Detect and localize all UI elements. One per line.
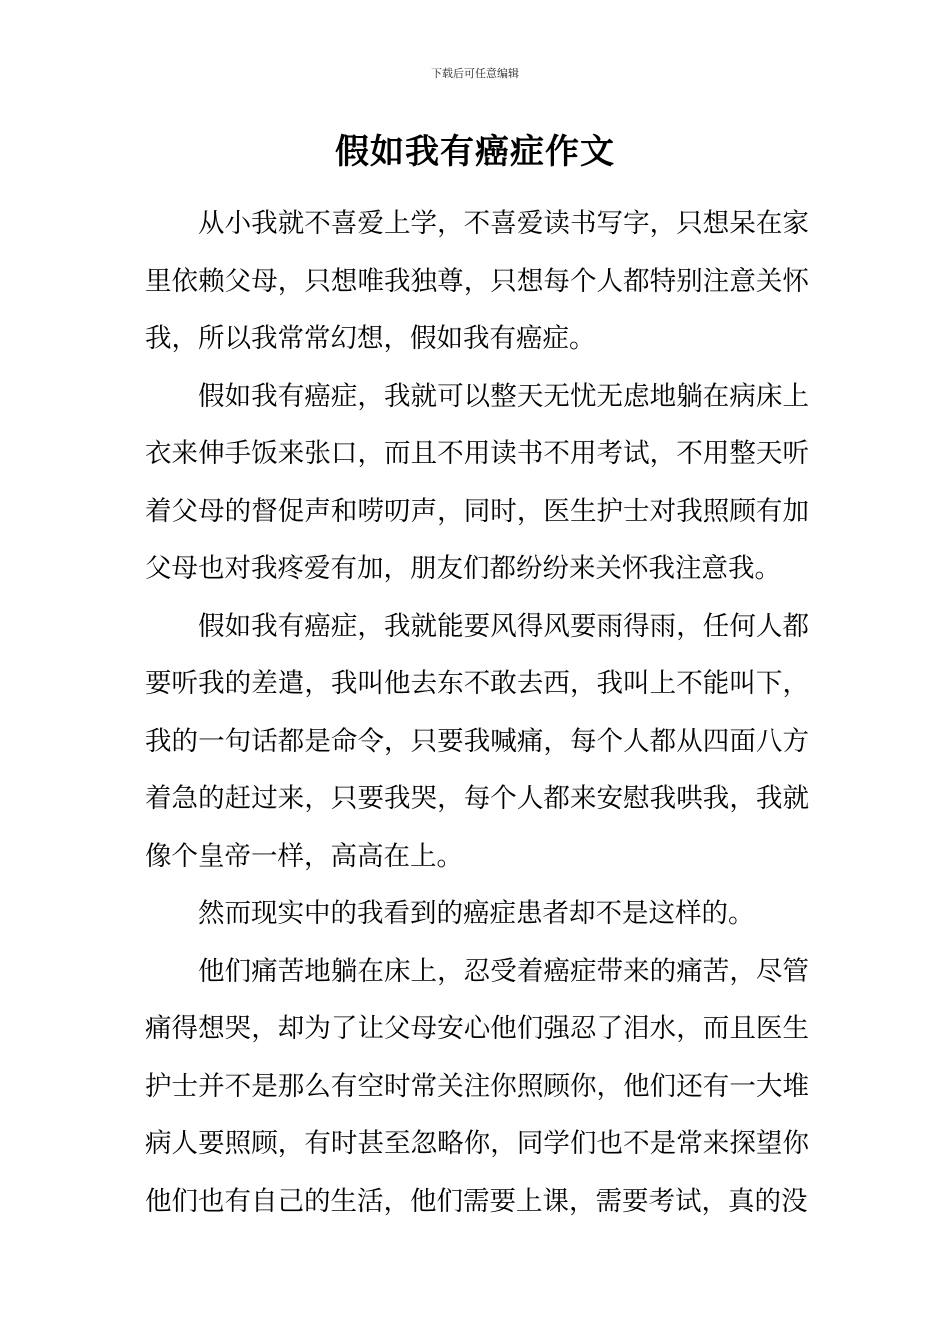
paragraph: 假如我有癌症，我就可以整天无忧无虑地躺在病床上衣来伸手饭来张口，而且不用读书不用考试，不用整天听着父母的督促声和唠叨声，同时，医生护士对我照顾有加父母也对我疼爱有加，朋友们都纷纷来关怀我注意我。 <box>145 380 809 584</box>
paragraph: 然而现实中的我看到的癌症患者却不是这样的。 <box>198 898 755 929</box>
paragraph: 从小我就不喜爱上学，不喜爱读书写字，只想呆在家里依赖父母，只想唯我独尊，只想每个人都特别注意关怀我，所以我常常幻想，假如我有癌症。 <box>145 208 809 354</box>
document-body <box>145 195 809 1230</box>
document-title: 假如我有癌症作文 <box>335 132 615 172</box>
paragraph: 他们痛苦地躺在床上，忍受着癌症带来的痛苦，尽管痛得想哭，却为了让父母安心他们强忍了泪水，而且医生护士并不是那么有空时常关注你照顾你，他们还有一大堆病人要照顾，有时甚至忽略你，同学们也不是常来探望你他们也有自己的生活，他们需要上课，需要考试，真的没 <box>145 955 809 1217</box>
paragraph: 假如我有癌症，我就能要风得风要雨得雨，任何人都要听我的差遣，我叫他去东不敢去西，我叫上不能叫下，我的一句话都是命令，只要我喊痛，每个人都从四面八方着急的赶过来，只要我哭，每个人都来安慰我哄我，我就像个皇帝一样，高高在上。 <box>145 610 809 872</box>
header-note: 下载后可任意编辑 <box>431 67 519 80</box>
